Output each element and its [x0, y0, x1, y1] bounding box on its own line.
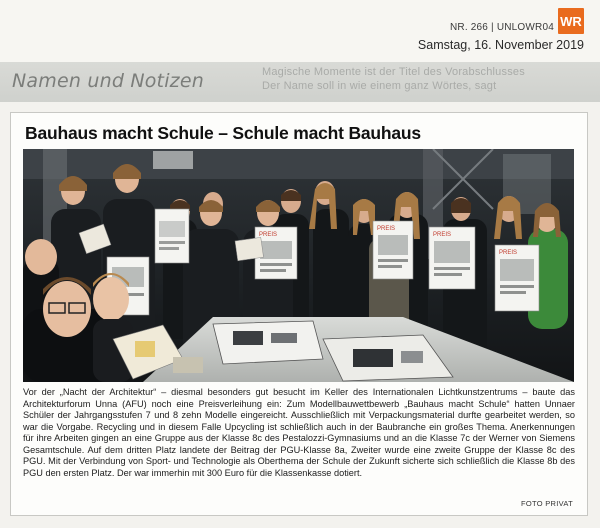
newspaper-logo: WR	[558, 8, 584, 34]
newspaper-header	[0, 0, 600, 62]
faded-text-line: Magische Momente ist der Titel des Vorabschlusses	[262, 66, 525, 78]
certificate-label: PREIS	[259, 232, 278, 238]
certificate-label: PREIS	[433, 232, 452, 238]
group-photo-illustration	[23, 149, 574, 382]
issue-number: NR. 266 | UNLOWR04	[449, 22, 554, 33]
certificate-label: PREIS	[377, 226, 396, 232]
article-paragraph: Vor der „Nacht der Architektur“ – diesmal besonders gut besucht im Keller des Internationalen Lichtkunstzentrums – baute das Architekturforum Unna (AFU) noch eine Preisverleihung ein: Zum Modellbauwettbewerb „Bauhaus macht Schule“ hatten Unnaer Schüler der Jahrgangsstufen 7 und 8 zehn Modelle eingereicht. Ausschließlich mit Verpackungsmaterial durfte gearbeitet werden, so war die Vorgabe. Recycling und in diesem Falle Upcycling ist schließlich auch in der Baubranche ein großes Thema. Anerkennungen für ihre Arbeiten gingen an eine Gruppe aus der Klasse 8c des Pestalozzi-Gymnasiums und an die Klasse 7c der Werner von Siemens Gesamtschule. Auf dem dritten Platz landete der Beitrag der PGU-Klasse 8a, Zweiter wurde eine zweite Gruppe der Klasse 8c des PGU. Mit der Verbindung von Sport- und Technologie als Oberthema der Schule der Zukunft sicherte sich schließlich die Klasse 8b des PGU den ersten Platz. Der war immerhin mit 300 Euro für die Klassenkasse dotiert.	[23, 387, 575, 478]
photo-credit: FOTO PRIVAT	[520, 499, 573, 508]
article-headline: Bauhaus macht Schule – Schule macht Bauhaus	[25, 123, 421, 143]
section-title: Namen und Notizen	[12, 70, 204, 92]
group-photo	[23, 149, 574, 382]
certificate-label: PREIS	[499, 250, 518, 256]
article-body	[23, 387, 575, 479]
article-card	[10, 112, 588, 516]
publication-date: Samstag, 16. November 2019	[417, 38, 584, 52]
faded-text-line: Der Name soll in wie einem ganz Wörtes, sagt	[262, 80, 497, 92]
